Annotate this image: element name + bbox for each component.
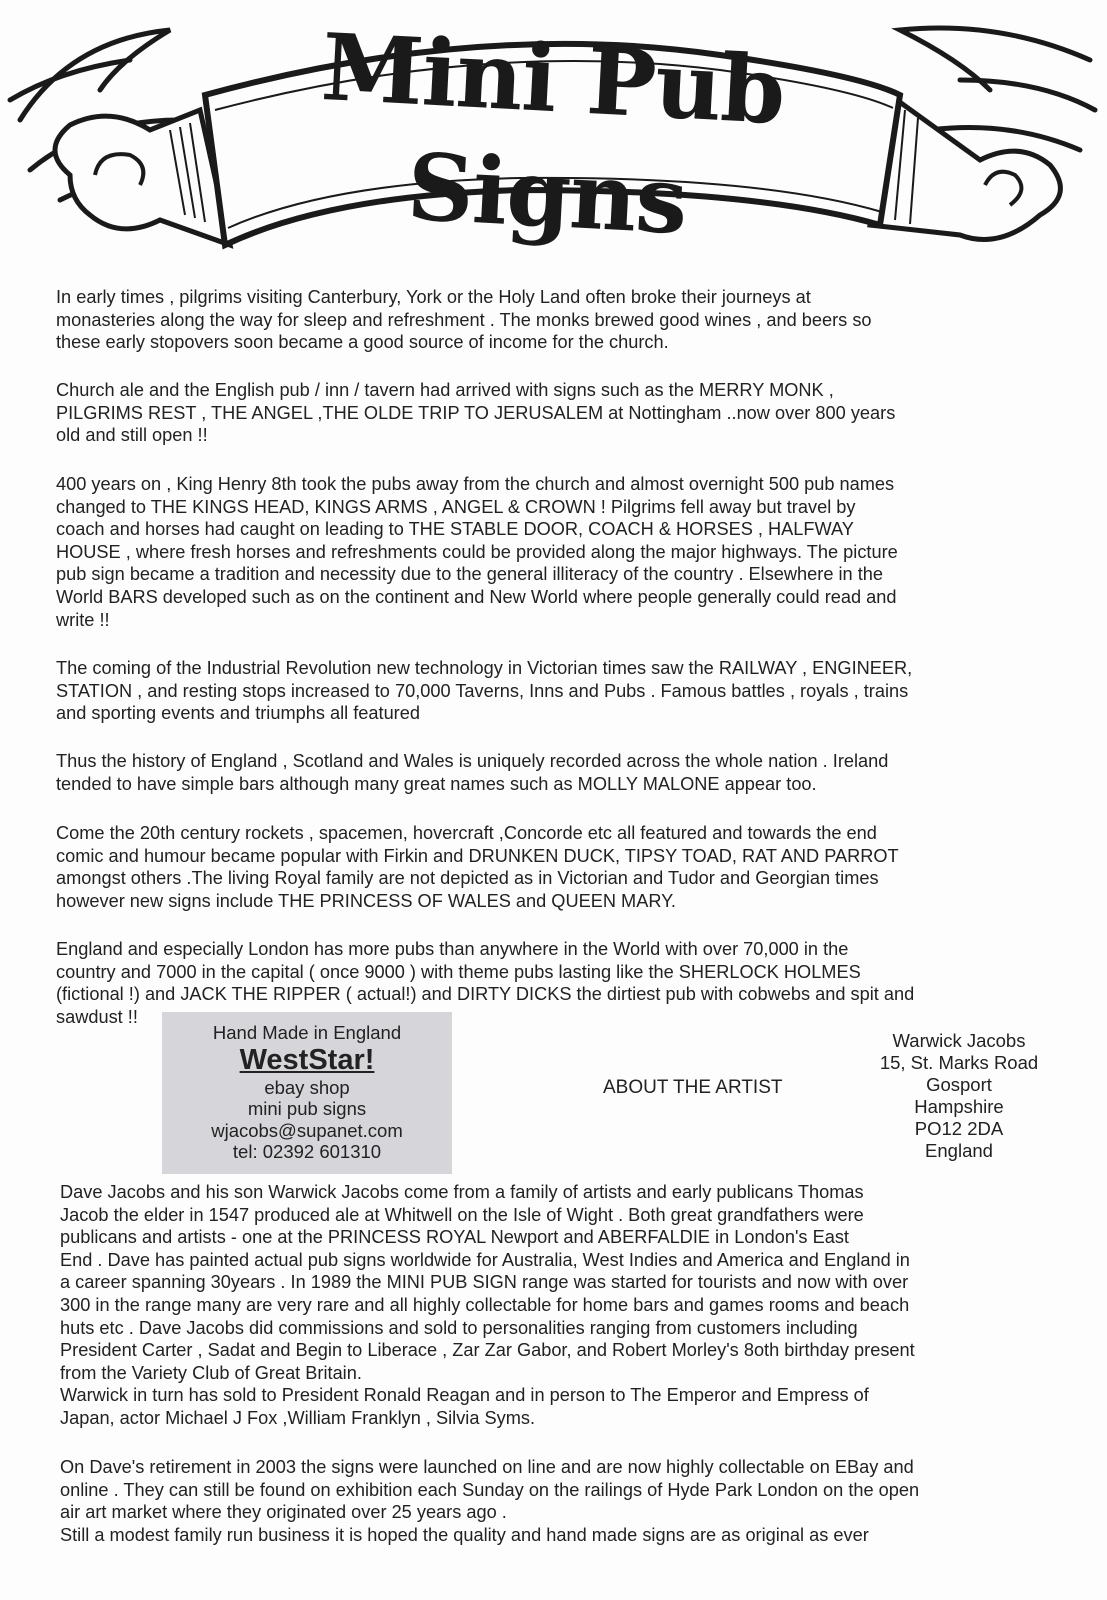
address-name: Warwick Jacobs: [892, 1030, 1026, 1051]
paragraph-artist-bio: Dave Jacobs and his son Warwick Jacobs come from a family of artists and early publicans Thomas Jacob the elder in 1547 produced ale at Whitwell on the Isle of Wight . Both great grandfathers were publicans and artists - one at the PRINCESS ROYAL Newport and ABERFALDIE in London's East End . Dave has painted actual pub signs worldwide for Australia, West Indies and America and England in a career spanning 30years . In 1989 the MINI PUB SIGN range was started for tourists and now with over 300 in the range many are very rare and all highly collectable for home bars and games rooms and beach huts etc . Dave Jacobs did commissions and sold to personalities ranging from customers including President Carter , Sadat and Begin to Liberace , Zar Zar Gabor, and Robert Morley's 8oth birthday present from the Variety Club of Great Britain. Warwick in turn has sold to President Ronald Reagan and in person to The Emperor and Empress of Japan, actor Michael J Fox ,William Franklyn , Silvia Syms.: [60, 1182, 915, 1428]
paragraph-london: England and especially London has more pubs than anywhere in the World with over 70,000 in the country and 7000 in the capital ( once 9000 ) with theme pubs lasting like the SHERLOCK HOLMES (fictional !) and JACK THE RIPPER ( actual!) and DIRTY DICKS the dirtiest pub with cobwebs and spit and sawdust !!: [56, 939, 915, 1027]
card-phone: tel: 02392 601310: [232, 1141, 382, 1162]
paragraph-church-ale: Church ale and the English pub / inn / tavern had arrived with signs such as the MERRY MONK , PILGRIMS REST , THE ANGEL ,THE OLDE TRIP TO JERUSALEM at Nottingham ..now over 800 years old and still open !!: [56, 380, 896, 446]
address-town: Gosport: [926, 1074, 992, 1095]
paragraph-henry-8th: 400 years on , King Henry 8th took the pubs away from the church and almost overnight 500 pub names changed to THE KINGS HEAD, KINGS ARMS , ANGEL & CROWN ! Pilgrims fell away but travel by coach and horses had caught on leading to THE STABLE DOOR, COACH & HORSES , HALFWAY HOUSE , where fresh horses and refreshments could be provided along the major highways. The picture pub sign became a tradition and necessity due to the general illiteracy of the country . Elsewhere in the World BARS developed such as on the continent and New World where people generally could read and write !!: [56, 474, 898, 630]
card-brand: WestStar!: [239, 1043, 375, 1076]
address-street: 15, St. Marks Road: [879, 1052, 1039, 1073]
page-title: Mini Pub Signs: [318, 13, 788, 256]
address-country: England: [925, 1140, 993, 1161]
paragraph-history: Thus the history of England , Scotland and Wales is uniquely recorded across the whole nation . Ireland tended to have simple bars although many great names such as MOLLY MALONE appear too.: [56, 751, 889, 794]
about-artist-heading: ABOUT THE ARTIST: [603, 1077, 783, 1098]
card-shop: ebay shop: [264, 1076, 350, 1098]
paragraph-retirement: On Dave's retirement in 2003 the signs were launched on line and are now highly collectable on EBay and online . They can still be found on exhibition each Sunday on the railings of Hyde Park London on the open air art market where they originated over 25 years ago . Still a modest family run business it is hoped the quality and hand made signs are as original as ever: [60, 1457, 920, 1545]
card-shop-name: mini pub signs: [247, 1098, 367, 1119]
address-postcode: PO12 2DA: [914, 1118, 1004, 1139]
paragraph-early-times: In early times , pilgrims visiting Canterbury, York or the Holy Land often broke their journeys at monasteries along the way for sleep and refreshment . The monks brewed good wines , and beers so these early stopovers soon became a good source of income for the church.: [56, 287, 872, 353]
card-tagline: Hand Made in England: [212, 1022, 402, 1043]
paragraph-20th-century: Come the 20th century rockets , spacemen, hovercraft ,Concorde etc all featured and towards the end comic and humour became popular with Firkin and DRUNKEN DUCK, TIPSY TOAD, RAT AND PARROT amongst others .The living Royal family are not depicted as in Victorian and Tudor and Georgian times however new signs include THE PRINCESS OF WALES and QUEEN MARY.: [56, 823, 899, 911]
card-email: wjacobs@supanet.com: [211, 1119, 403, 1141]
address-block: [860, 1030, 1058, 1162]
business-card: [162, 1012, 452, 1174]
paragraph-industrial-revolution: The coming of the Industrial Revolution new technology in Victorian times saw the RAILWAY , ENGINEER, STATION , and resting stops increased to 70,000 Taverns, Inns and Pubs . Famous battles , royals , trains and sporting events and triumphs all featured: [56, 658, 913, 724]
address-county: Hampshire: [914, 1096, 1004, 1117]
